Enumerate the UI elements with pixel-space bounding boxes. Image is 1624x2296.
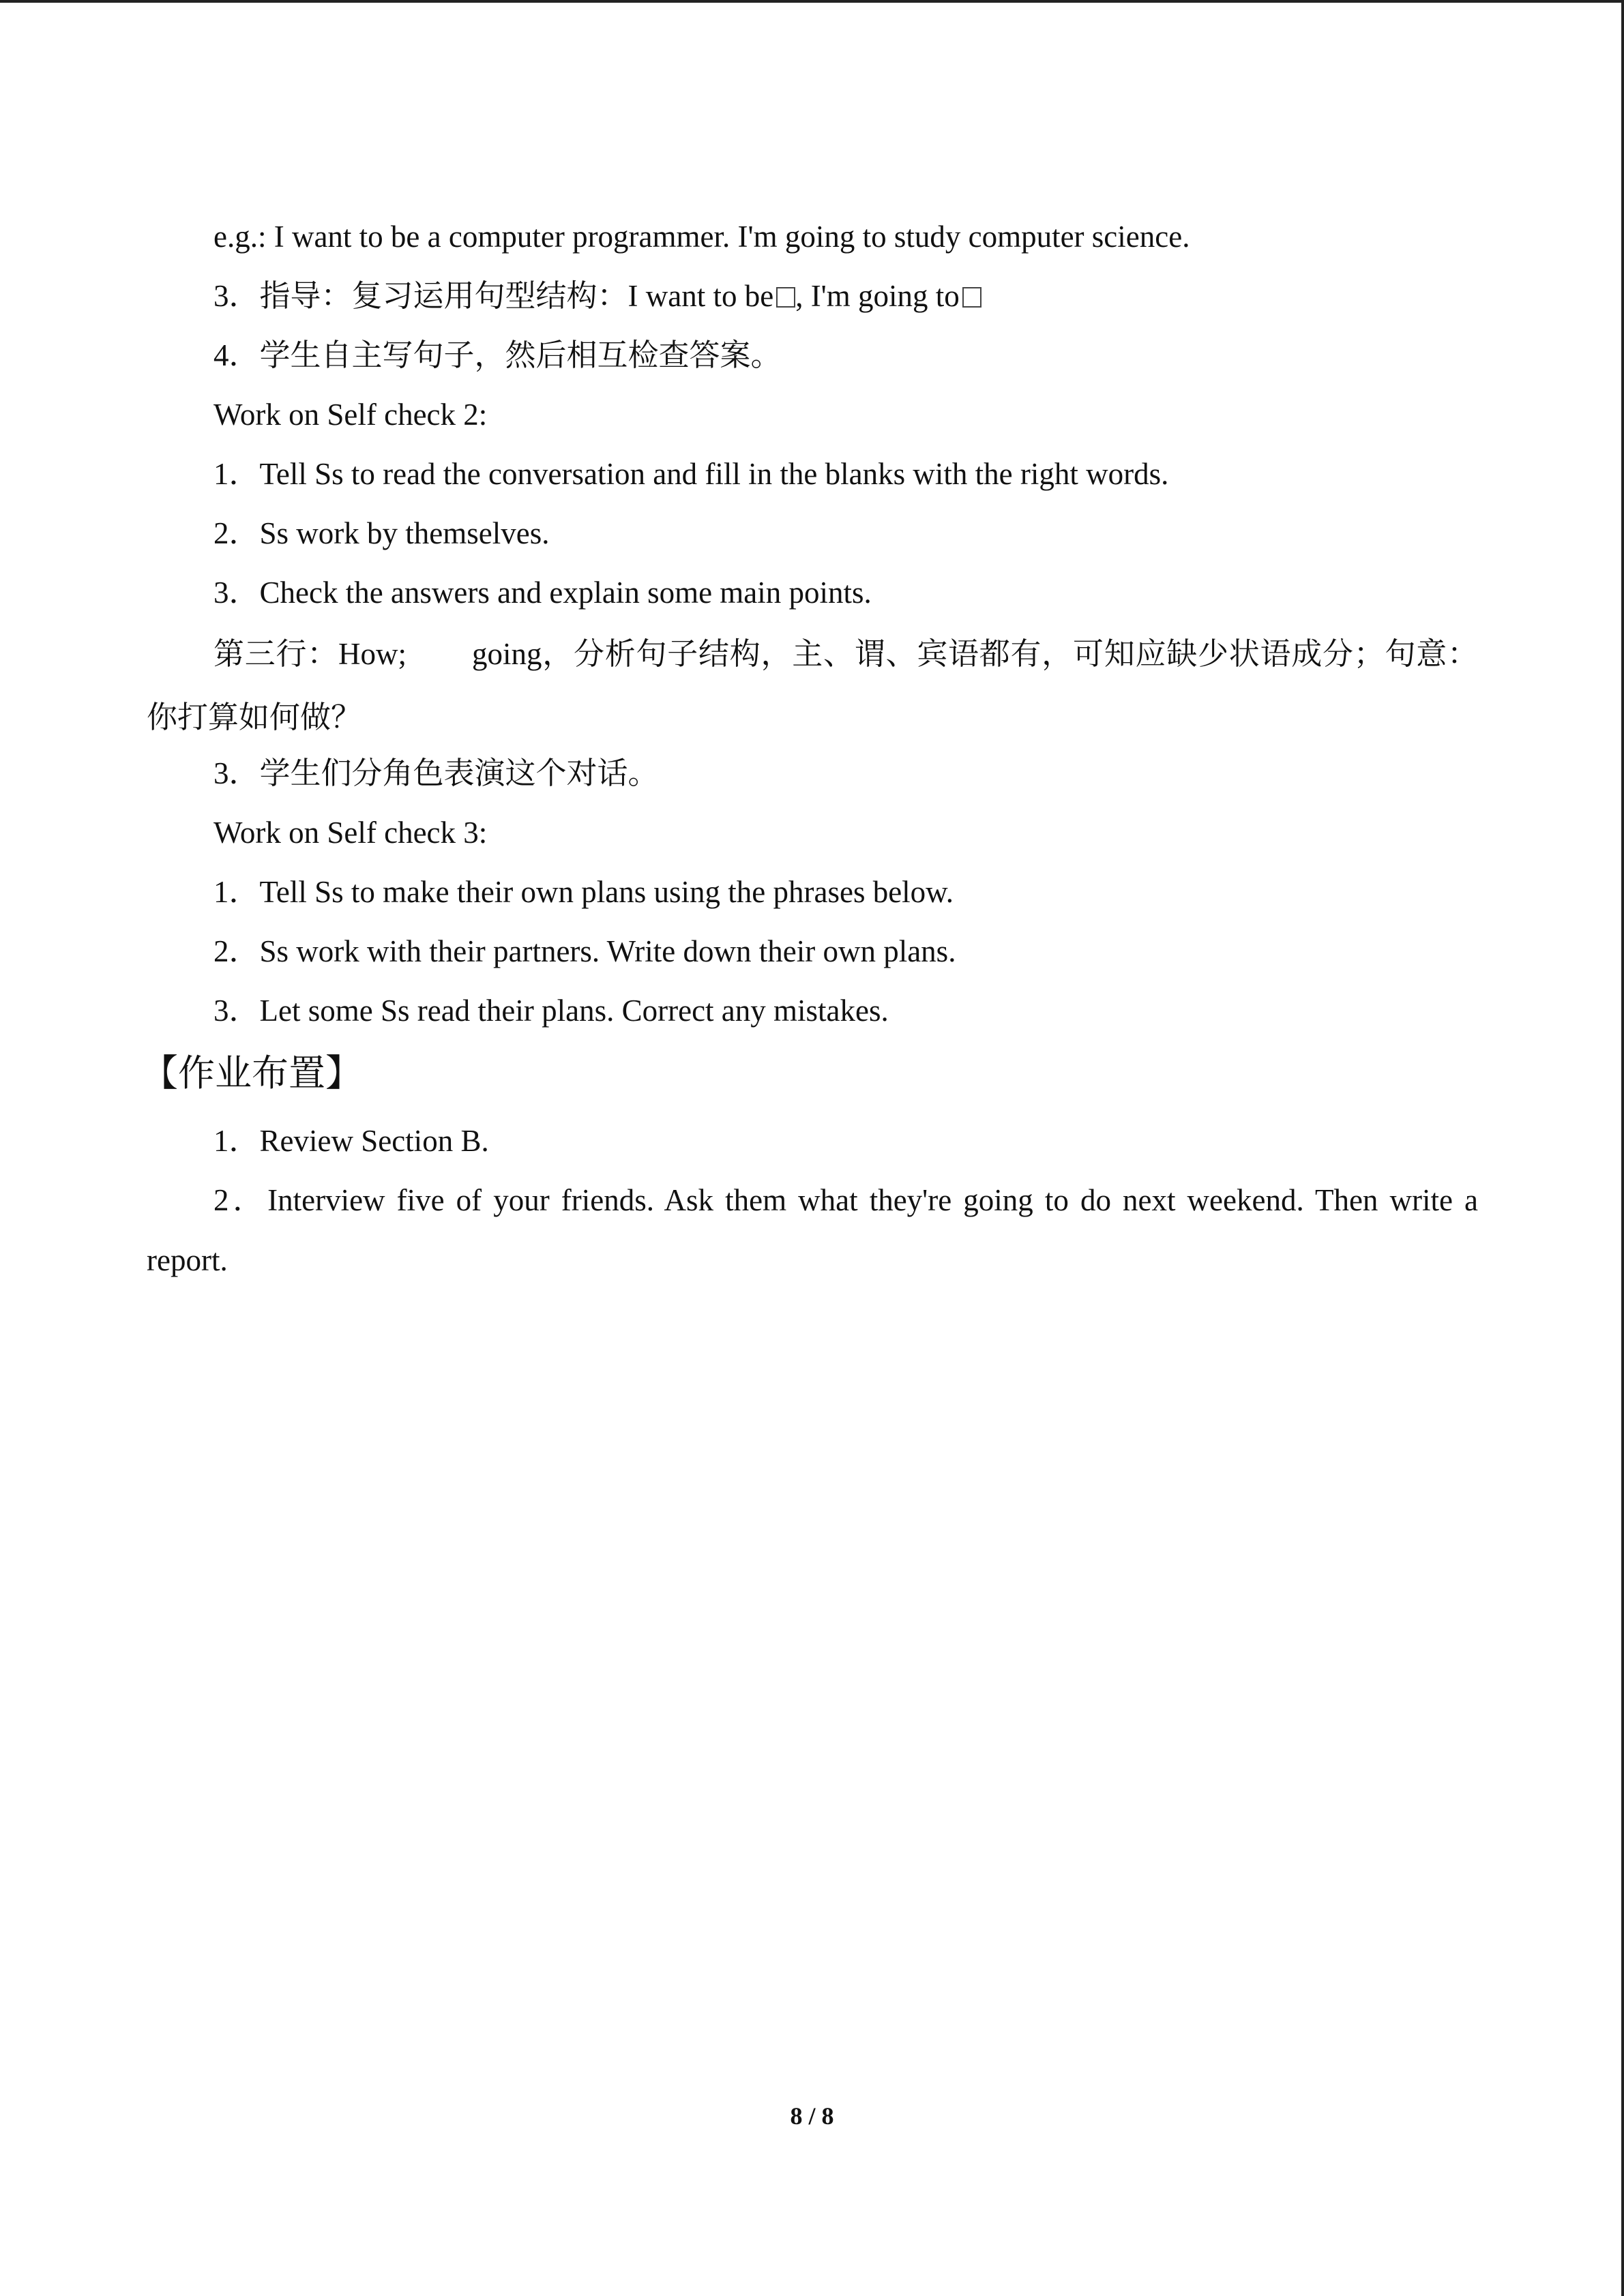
guide-prefix: 3．指导：复习运用句型结构：I want to be	[213, 279, 774, 313]
document-body	[141, 217, 1478, 1290]
guide-line	[147, 276, 1478, 316]
self-check-3-item-1: 1．Tell Ss to make their own plans using the phrases below.	[213, 875, 954, 909]
self-check-2-title: Work on Self check 2:	[213, 398, 488, 432]
homework-item-1: 1．Review Section B.	[213, 1124, 489, 1158]
self-check-2-item-2: 2．Ss work by themselves.	[213, 516, 550, 550]
homework-heading: 【作业布置】	[141, 1052, 362, 1094]
self-check-2-item-3: 3．Check the answers and explain some main points.	[213, 576, 872, 610]
homework-item-2: 2．Interview five of your friends. Ask them what they're going to do next weekend. Then write a report.	[147, 1183, 1478, 1277]
role-play-line: 3．学生们分角色表演这个对话。	[213, 756, 659, 790]
third-line-text: going，分析句子结构，主、谓、宾语都有，可知应缺少状语成分；句意：你打算如何做？	[147, 637, 1478, 734]
blank-box-icon	[962, 287, 981, 308]
page-top-border	[0, 0, 1624, 3]
page-right-border	[1621, 0, 1624, 2296]
page-number: 8 / 8	[790, 2102, 834, 2130]
guide-middle: , I'm going to	[795, 279, 960, 313]
blank-box-icon	[776, 287, 795, 308]
third-line-analysis	[147, 623, 1478, 749]
third-line-label: 第三行：How;	[213, 637, 407, 671]
self-check-2-item-1: 1．Tell Ss to read the conversation and fill in the blanks with the right words.	[213, 457, 1169, 491]
self-check-3-item-3: 3．Let some Ss read their plans. Correct any mistakes.	[213, 994, 889, 1028]
self-check-3-item-2: 2．Ss work with their partners. Write down their own plans.	[213, 934, 956, 968]
write-sentences-line: 4．学生自主写句子，然后相互检查答案。	[213, 338, 782, 372]
self-check-3-title: Work on Self check 3:	[213, 816, 488, 850]
example-sentence: e.g.: I want to be a computer programmer. I'm going to study computer science.	[213, 220, 1190, 254]
